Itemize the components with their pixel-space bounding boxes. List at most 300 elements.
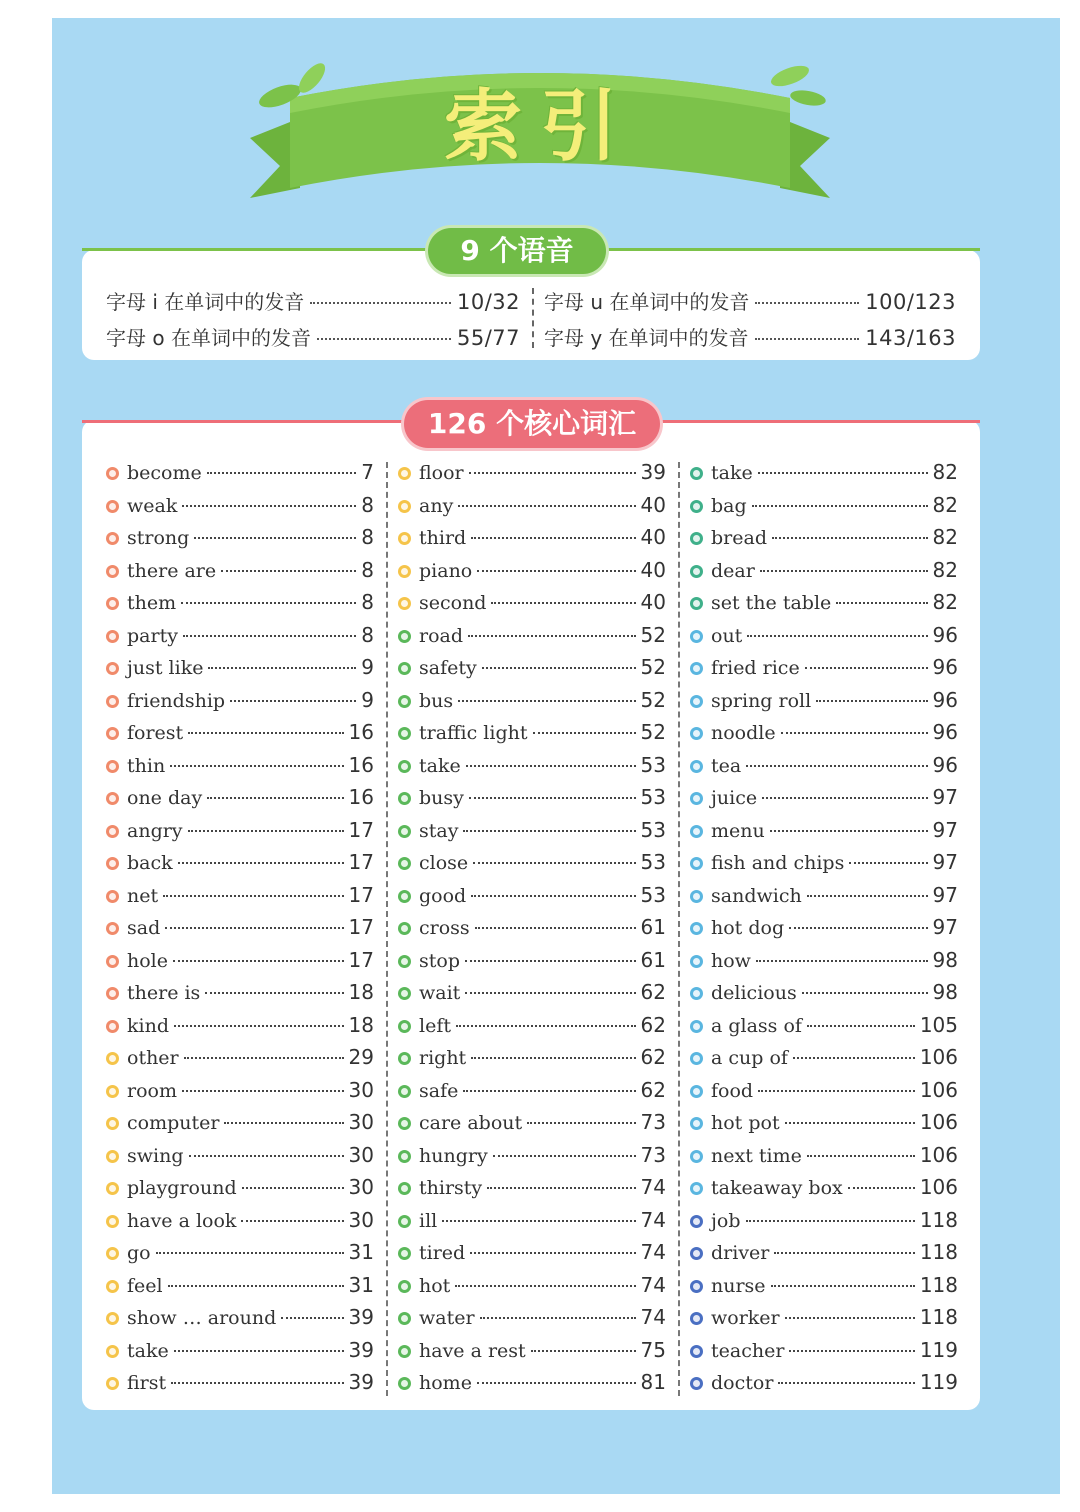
vocab-entry[interactable] xyxy=(106,753,374,785)
leader-dots xyxy=(848,1187,915,1189)
vocab-word: back xyxy=(127,852,173,874)
vocab-page: 29 xyxy=(348,1045,374,1069)
vocab-entry[interactable] xyxy=(690,688,958,720)
leader-dots xyxy=(807,895,928,897)
vocab-word: spring roll xyxy=(711,689,812,712)
bullet-icon xyxy=(690,597,703,610)
vocab-entry[interactable] xyxy=(398,785,666,817)
leader-dots xyxy=(281,1317,343,1319)
leader-dots xyxy=(785,1122,915,1124)
vocab-page: 106 xyxy=(919,1175,958,1199)
leader-dots xyxy=(207,472,357,474)
vocab-entry[interactable] xyxy=(106,883,374,915)
vocab-entry[interactable] xyxy=(398,688,666,720)
vocab-page: 97 xyxy=(932,882,958,907)
bullet-icon xyxy=(106,825,119,838)
vocab-entry[interactable] xyxy=(690,590,958,622)
vocab-entry[interactable] xyxy=(106,1338,374,1370)
bullet-icon xyxy=(398,955,411,968)
vocab-entry[interactable] xyxy=(106,1078,374,1110)
vocab-page: 97 xyxy=(932,817,958,842)
vocab-word: sad xyxy=(127,917,161,939)
vocab-entry[interactable] xyxy=(398,1273,666,1305)
bullet-icon xyxy=(690,1312,703,1325)
vocab-entry[interactable] xyxy=(106,460,374,492)
vocab-word: nurse xyxy=(711,1274,766,1297)
vocab-page: 96 xyxy=(932,752,958,777)
vocab-entry[interactable] xyxy=(690,1143,958,1175)
vocab-entry[interactable] xyxy=(690,655,958,687)
leader-dots xyxy=(310,302,451,304)
vocab-entry[interactable] xyxy=(690,1013,958,1045)
vocab-entry[interactable] xyxy=(106,688,374,720)
vocab-entry[interactable] xyxy=(690,1273,958,1305)
bullet-icon xyxy=(398,922,411,935)
vocab-entry[interactable] xyxy=(690,818,958,850)
bullet-icon xyxy=(690,1085,703,1098)
bullet-icon xyxy=(690,955,703,968)
bullet-icon xyxy=(106,1312,119,1325)
vocab-word: food xyxy=(711,1079,754,1102)
vocab-word: dear xyxy=(711,559,755,582)
vocab-entry[interactable] xyxy=(398,1208,666,1240)
leader-dots xyxy=(181,602,356,604)
bullet-icon xyxy=(398,1117,411,1130)
leader-dots xyxy=(205,992,343,994)
vocab-entry[interactable] xyxy=(690,460,958,492)
leader-dots xyxy=(174,1350,344,1352)
phonics-entry[interactable] xyxy=(106,322,520,352)
vocab-entry[interactable] xyxy=(398,623,666,655)
bullet-icon xyxy=(106,955,119,968)
vocab-page: 82 xyxy=(932,525,958,549)
vocab-word: swing xyxy=(127,1144,184,1167)
bullet-icon xyxy=(398,662,411,675)
bullet-icon xyxy=(398,695,411,708)
leader-dots xyxy=(188,732,343,734)
vocab-entry[interactable] xyxy=(690,1175,958,1207)
vocab-entry[interactable] xyxy=(106,1208,374,1240)
vocab-page: 98 xyxy=(932,947,958,972)
vocab-entry[interactable] xyxy=(690,1045,958,1077)
vocab-entry[interactable] xyxy=(106,655,374,687)
leader-dots xyxy=(471,895,635,897)
vocab-entry[interactable] xyxy=(398,1305,666,1337)
vocab-page: 62 xyxy=(640,1077,666,1102)
bullet-icon xyxy=(690,987,703,1000)
leader-dots xyxy=(487,1187,635,1189)
vocab-word: bag xyxy=(711,494,747,517)
bullet-icon xyxy=(398,1085,411,1098)
vocab-word: how xyxy=(711,949,751,972)
leader-dots xyxy=(455,1285,635,1287)
vocab-page: 17 xyxy=(348,850,374,874)
vocab-page: 118 xyxy=(919,1305,958,1329)
vocab-word: computer xyxy=(127,1112,220,1134)
bullet-icon xyxy=(106,1280,119,1293)
vocab-entry[interactable] xyxy=(398,948,666,980)
bullet-icon xyxy=(106,1215,119,1228)
vocab-word: teacher xyxy=(711,1339,785,1362)
vocab-page: 8 xyxy=(361,557,374,582)
vocab-entry[interactable] xyxy=(106,1370,374,1402)
vocab-word: right xyxy=(419,1047,467,1069)
vocab-word: safe xyxy=(419,1079,459,1102)
vocab-word: delicious xyxy=(711,982,797,1004)
leader-dots xyxy=(221,570,356,572)
vocab-entry[interactable] xyxy=(106,1273,374,1305)
leader-dots xyxy=(758,1090,915,1092)
vocab-word: take xyxy=(711,462,753,484)
vocab-entry[interactable] xyxy=(106,558,374,590)
vocab-page: 17 xyxy=(348,882,374,907)
bullet-icon xyxy=(690,1345,703,1358)
phonics-entry[interactable] xyxy=(106,286,520,316)
vocab-word: there are xyxy=(127,559,217,582)
vocab-entry[interactable] xyxy=(690,493,958,525)
vocab-page: 97 xyxy=(932,850,958,874)
phonics-column-separator xyxy=(532,288,534,348)
vocab-page: 62 xyxy=(640,1012,666,1037)
vocab-word: second xyxy=(419,592,487,614)
vocab-entry[interactable] xyxy=(690,558,958,590)
vocab-word: bread xyxy=(711,527,767,549)
vocab-entry[interactable] xyxy=(106,980,374,1012)
vocab-word: one day xyxy=(127,787,203,809)
vocab-entry[interactable] xyxy=(398,850,666,882)
vocab-word: show … around xyxy=(127,1307,277,1329)
leader-dots xyxy=(465,992,635,994)
vocab-word: third xyxy=(419,527,467,549)
vocab-entry[interactable] xyxy=(398,1175,666,1207)
bullet-icon xyxy=(106,987,119,1000)
leader-dots xyxy=(241,1220,343,1222)
leader-dots xyxy=(230,700,356,702)
leader-dots xyxy=(836,602,927,604)
bullet-icon xyxy=(398,597,411,610)
vocab-word: ill xyxy=(419,1209,438,1232)
phonics-entry[interactable] xyxy=(544,286,956,316)
vocab-entry[interactable] xyxy=(690,883,958,915)
vocab-entry[interactable] xyxy=(398,883,666,915)
vocab-page: 8 xyxy=(361,622,374,647)
vocab-page: 74 xyxy=(640,1272,666,1297)
bullet-icon xyxy=(398,500,411,513)
leader-dots xyxy=(807,1025,915,1027)
bullet-icon xyxy=(106,662,119,675)
vocab-entry[interactable] xyxy=(690,1305,958,1337)
bullet-icon xyxy=(398,1312,411,1325)
leader-dots xyxy=(531,1350,636,1352)
vocab-page: 39 xyxy=(348,1305,374,1329)
vocab-entry[interactable] xyxy=(398,1240,666,1272)
vocab-entry[interactable] xyxy=(398,1045,666,1077)
bullet-icon xyxy=(106,857,119,870)
vocab-word: worker xyxy=(711,1307,780,1329)
leader-dots xyxy=(173,960,344,962)
leader-dots xyxy=(770,830,928,832)
vocab-word: hot xyxy=(419,1274,451,1297)
vocab-word: noodle xyxy=(711,722,776,744)
vocab-page: 61 xyxy=(640,947,666,972)
vocab-entry[interactable] xyxy=(106,818,374,850)
vocab-word: net xyxy=(127,884,159,907)
leader-dots xyxy=(469,472,636,474)
bullet-icon xyxy=(690,532,703,545)
vocab-entry[interactable] xyxy=(106,525,374,557)
leader-dots xyxy=(491,602,635,604)
vocab-word: next time xyxy=(711,1144,802,1167)
vocab-entry[interactable] xyxy=(106,1013,374,1045)
vocab-page: 82 xyxy=(932,492,958,517)
vocab-word: hole xyxy=(127,949,168,972)
leader-dots xyxy=(465,960,636,962)
vocab-page: 40 xyxy=(640,525,666,549)
vocab-entry[interactable] xyxy=(690,980,958,1012)
leader-dots xyxy=(458,700,635,702)
vocab-page: 118 xyxy=(919,1272,958,1297)
vocab-entry[interactable] xyxy=(106,1305,374,1337)
vocab-word: tired xyxy=(419,1242,466,1264)
bullet-icon xyxy=(106,467,119,480)
vocab-page: 17 xyxy=(348,915,374,939)
vocab-entry[interactable] xyxy=(690,948,958,980)
bullet-icon xyxy=(690,467,703,480)
leader-dots xyxy=(317,338,451,340)
leader-dots xyxy=(774,1252,914,1254)
bullet-icon xyxy=(398,727,411,740)
bullet-icon xyxy=(106,1345,119,1358)
vocab-page: 96 xyxy=(932,687,958,712)
vocab-page: 18 xyxy=(348,980,374,1004)
leader-dots xyxy=(208,667,356,669)
vocab-word: first xyxy=(127,1372,167,1394)
vocab-word: hot pot xyxy=(711,1112,780,1134)
leader-dots xyxy=(758,472,928,474)
vocab-word: have a look xyxy=(127,1209,237,1232)
bullet-icon xyxy=(398,825,411,838)
bullet-icon xyxy=(690,890,703,903)
vocab-word: care about xyxy=(419,1112,523,1134)
bullet-icon xyxy=(106,1117,119,1130)
vocab-entry[interactable] xyxy=(106,1045,374,1077)
leader-dots xyxy=(163,895,343,897)
leader-dots xyxy=(527,1122,635,1124)
vocab-entry[interactable] xyxy=(106,850,374,882)
vocab-entry[interactable] xyxy=(398,818,666,850)
bullet-icon xyxy=(106,1182,119,1195)
bullet-icon xyxy=(106,597,119,610)
vocab-word: thin xyxy=(127,754,166,777)
vocab-entry[interactable] xyxy=(106,915,374,947)
vocab-word: fish and chips xyxy=(711,852,845,874)
vocab-word: safety xyxy=(419,657,477,679)
leader-dots xyxy=(469,797,636,799)
vocab-entry[interactable] xyxy=(106,1110,374,1142)
vocab-entry[interactable] xyxy=(398,590,666,622)
leader-dots xyxy=(156,1252,344,1254)
vocab-entry[interactable] xyxy=(690,1110,958,1142)
vocab-entry[interactable] xyxy=(106,1143,374,1175)
bullet-icon xyxy=(106,1150,119,1163)
leader-dots xyxy=(171,1382,343,1384)
bullet-icon xyxy=(690,1182,703,1195)
vocab-word: job xyxy=(711,1209,741,1232)
leader-dots xyxy=(471,537,635,539)
vocab-entry[interactable] xyxy=(398,1078,666,1110)
vocab-word: take xyxy=(127,1339,169,1362)
leader-dots xyxy=(849,862,927,864)
vocab-entry[interactable] xyxy=(690,1240,958,1272)
vocab-word: left xyxy=(419,1014,451,1037)
vocab-entry[interactable] xyxy=(106,720,374,752)
leader-dots xyxy=(772,537,928,539)
leader-dots xyxy=(755,302,859,304)
vocab-entry[interactable] xyxy=(690,1370,958,1402)
vocab-word: go xyxy=(127,1242,151,1264)
vocab-entry[interactable] xyxy=(690,915,958,947)
bullet-icon xyxy=(106,890,119,903)
leader-dots xyxy=(746,1220,915,1222)
bullet-icon xyxy=(398,890,411,903)
vocab-entry[interactable] xyxy=(690,1338,958,1370)
vocab-word: feel xyxy=(127,1274,163,1297)
vocab-entry[interactable] xyxy=(106,623,374,655)
vocab-entry[interactable] xyxy=(106,1175,374,1207)
vocab-word: other xyxy=(127,1047,179,1069)
phonics-label: 字母 i 在单词中的发音 xyxy=(106,290,305,314)
vocab-column-separator xyxy=(678,462,680,1396)
vocab-page: 16 xyxy=(348,720,374,744)
vocab-page: 7 xyxy=(361,460,374,484)
vocab-entry[interactable] xyxy=(398,655,666,687)
vocab-entry[interactable] xyxy=(106,785,374,817)
vocab-word: water xyxy=(419,1307,475,1329)
vocab-word: cross xyxy=(419,917,470,939)
vocab-entry[interactable] xyxy=(398,1143,666,1175)
bullet-icon xyxy=(106,1052,119,1065)
leader-dots xyxy=(789,1350,914,1352)
vocab-page: 17 xyxy=(348,947,374,972)
vocab-page: 18 xyxy=(348,1012,374,1037)
vocab-entry[interactable] xyxy=(106,1240,374,1272)
bullet-icon xyxy=(106,500,119,513)
bullet-icon xyxy=(398,1377,411,1390)
vocab-entry[interactable] xyxy=(398,915,666,947)
vocab-entry[interactable] xyxy=(106,590,374,622)
bullet-icon xyxy=(398,792,411,805)
vocab-word: take xyxy=(419,754,461,777)
bullet-icon xyxy=(690,1052,703,1065)
vocab-word: hungry xyxy=(419,1144,488,1167)
vocab-page: 31 xyxy=(348,1240,374,1264)
vocab-entry[interactable] xyxy=(690,753,958,785)
vocab-entry[interactable] xyxy=(398,525,666,557)
vocab-word: there is xyxy=(127,982,201,1004)
vocab-word: doctor xyxy=(711,1372,774,1394)
vocab-entry[interactable] xyxy=(398,460,666,492)
vocab-word: sandwich xyxy=(711,884,802,907)
bullet-icon xyxy=(106,792,119,805)
phonics-pages: 143/163 xyxy=(865,326,956,350)
vocab-page: 9 xyxy=(361,687,374,712)
vocab-page: 39 xyxy=(348,1370,374,1394)
vocab-entry[interactable] xyxy=(690,720,958,752)
bullet-icon xyxy=(690,792,703,805)
vocab-entry[interactable] xyxy=(690,850,958,882)
vocab-page: 52 xyxy=(640,622,666,647)
vocab-entry[interactable] xyxy=(398,753,666,785)
vocab-entry[interactable] xyxy=(398,1338,666,1370)
vocab-page: 30 xyxy=(348,1207,374,1232)
vocab-page: 118 xyxy=(919,1240,958,1264)
leader-dots xyxy=(188,830,344,832)
vocab-word: wait xyxy=(419,982,461,1004)
vocab-page: 52 xyxy=(640,720,666,744)
vocab-entry[interactable] xyxy=(398,720,666,752)
bullet-icon xyxy=(398,760,411,773)
vocab-entry[interactable] xyxy=(398,980,666,1012)
leader-dots xyxy=(805,667,928,669)
bullet-icon xyxy=(106,1247,119,1260)
vocab-entry[interactable] xyxy=(690,1078,958,1110)
vocab-page: 17 xyxy=(348,817,374,842)
vocab-page: 75 xyxy=(640,1337,666,1362)
bullet-icon xyxy=(690,695,703,708)
bullet-icon xyxy=(690,662,703,675)
vocab-page: 74 xyxy=(640,1240,666,1264)
vocab-page: 52 xyxy=(640,655,666,679)
vocab-page: 53 xyxy=(640,785,666,809)
phonics-label: 字母 u 在单词中的发音 xyxy=(544,290,750,314)
vocab-page: 52 xyxy=(640,687,666,712)
vocab-entry[interactable] xyxy=(690,785,958,817)
vocab-entry[interactable] xyxy=(106,493,374,525)
vocab-entry[interactable] xyxy=(398,1370,666,1402)
vocab-page: 30 xyxy=(348,1110,374,1134)
vocab-entry[interactable] xyxy=(398,1013,666,1045)
leader-dots xyxy=(182,505,356,507)
vocab-word: just like xyxy=(127,657,204,679)
phonics-entry[interactable] xyxy=(544,322,956,352)
vocab-word: weak xyxy=(127,494,178,517)
vocab-entry[interactable] xyxy=(106,948,374,980)
vocab-entry[interactable] xyxy=(398,493,666,525)
bullet-icon xyxy=(398,987,411,1000)
bullet-icon xyxy=(690,1280,703,1293)
page-title: 索引 xyxy=(443,81,636,172)
vocab-entry[interactable] xyxy=(690,1208,958,1240)
vocab-page: 16 xyxy=(348,752,374,777)
vocab-entry[interactable] xyxy=(690,525,958,557)
vocab-word: angry xyxy=(127,819,183,842)
vocab-word: road xyxy=(419,624,464,647)
leader-dots xyxy=(771,1285,915,1287)
vocab-page: 53 xyxy=(640,817,666,842)
vocab-entry[interactable] xyxy=(690,623,958,655)
vocab-page: 61 xyxy=(640,915,666,939)
bullet-icon xyxy=(690,1020,703,1033)
vocab-word: a glass of xyxy=(711,1014,802,1037)
vocab-entry[interactable] xyxy=(398,558,666,590)
bullet-icon xyxy=(690,727,703,740)
vocab-word: fried rice xyxy=(711,657,800,679)
leader-dots xyxy=(473,862,635,864)
bullet-icon xyxy=(106,760,119,773)
vocab-entry[interactable] xyxy=(398,1110,666,1142)
vocab-page: 62 xyxy=(640,980,666,1004)
leader-dots xyxy=(793,1057,915,1059)
